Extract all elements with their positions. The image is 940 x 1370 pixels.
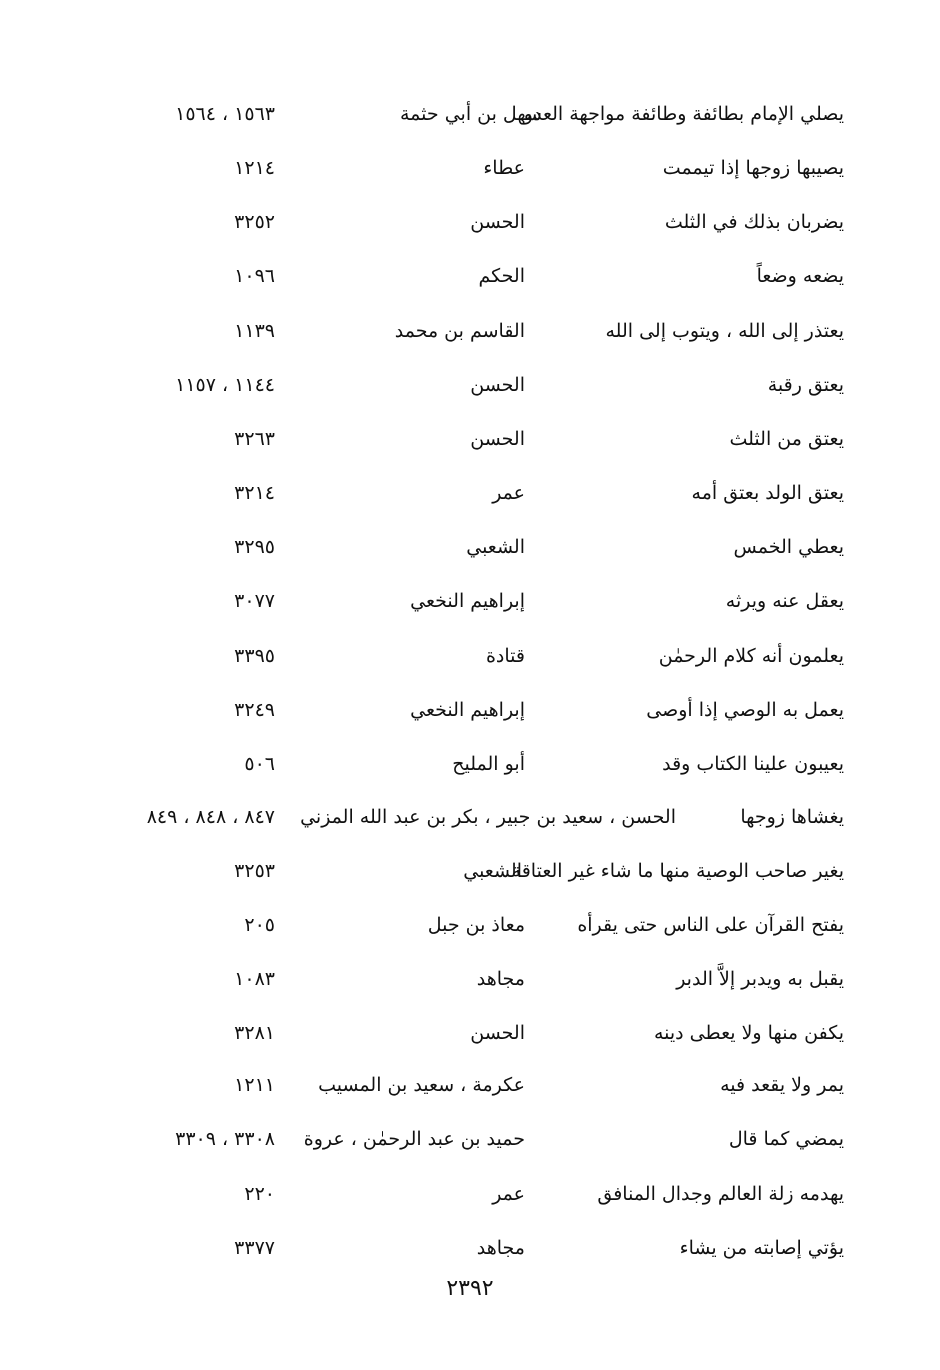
index-entry: [0, 1228, 940, 1268]
entry-narrator: الشعبي: [463, 860, 522, 882]
entry-phrase: يصيبها زوجها إذا تيممت: [662, 157, 844, 179]
index-entry: [0, 636, 940, 676]
index-entry: [0, 744, 940, 784]
index-entry: [0, 905, 940, 945]
index-entry: [0, 311, 940, 351]
entry-references: ١٢١٤: [234, 157, 275, 179]
entry-phrase: يعتذر إلى الله ، ويتوب إلى الله: [605, 320, 844, 342]
index-entry: [0, 527, 940, 567]
entry-phrase: يعلمون أنه كلام الرحمٰن: [658, 645, 844, 667]
entry-references: ٣٢١٤: [234, 482, 275, 504]
entry-references: ٣٢٥٣: [234, 860, 275, 882]
entry-phrase: يعطي الخمس: [733, 536, 844, 558]
entry-narrator: مجاهد: [476, 968, 525, 990]
entry-references: ١٢١١: [234, 1074, 275, 1096]
index-entry: [0, 419, 940, 459]
index-entry: [0, 148, 940, 188]
entry-phrase: يصلي الإمام بطائفة وطائفة مواجهة العدو: [523, 103, 844, 125]
entry-narrator: قتادة: [485, 645, 525, 667]
entry-references: ٣٣٩٥: [234, 645, 275, 667]
entry-phrase: يكفن منها ولا يعطى دينه: [653, 1022, 844, 1044]
entry-narrator: إبراهيم النخعي: [410, 699, 525, 721]
entry-references: ١١٤٤ ، ١١٥٧: [175, 374, 275, 396]
entry-narrator: الحسن: [470, 211, 525, 233]
entry-references: ٣٠٧٧: [234, 590, 275, 612]
entry-narrator: مجاهد: [476, 1237, 525, 1259]
index-entry: [0, 94, 940, 134]
index-entry: [0, 1174, 940, 1214]
entry-references: ٣٣٧٧: [234, 1237, 275, 1259]
index-entry: [0, 202, 940, 242]
entry-narrator: عمر: [492, 1183, 525, 1205]
entry-phrase: يهدمه زلة العالم وجدال المنافق: [597, 1183, 844, 1205]
index-entry: [0, 473, 940, 513]
index-entry: [0, 1119, 940, 1159]
entry-phrase: يعتق الولد بعتق أمه: [691, 482, 844, 504]
entry-narrator: معاذ بن جبل: [427, 914, 525, 936]
entry-references: ٣٢٨١: [234, 1022, 275, 1044]
entry-narrator: الحسن ، سعيد بن جبير ، بكر بن عبد الله المزني: [300, 806, 676, 828]
index-entry: [0, 797, 940, 837]
entry-phrase: يفتح القرآن على الناس حتى يقرأه: [577, 914, 844, 936]
index-entry: [0, 851, 940, 891]
entry-narrator: الحسن: [470, 374, 525, 396]
index-entry: [0, 581, 940, 621]
entry-phrase: يعتق رقبة: [767, 374, 844, 396]
entry-references: ١١٣٩: [234, 320, 275, 342]
entry-phrase: يؤتي إصابته من يشاء: [679, 1237, 844, 1259]
entry-narrator: القاسم بن محمد: [394, 320, 525, 342]
entry-narrator: سهل بن أبي حثمة: [400, 103, 542, 125]
entry-phrase: يعتق من الثلث: [729, 428, 844, 450]
entry-phrase: يمضي كما قال: [728, 1128, 844, 1150]
entry-narrator: الحسن: [470, 1022, 525, 1044]
entry-references: ٣٢٥٢: [234, 211, 275, 233]
entry-narrator: عمر: [492, 482, 525, 504]
entry-phrase: يعقل عنه ويرثه: [725, 590, 844, 612]
index-entry: [0, 1013, 940, 1053]
entry-phrase: يغشاها زوجها: [740, 806, 844, 828]
entry-phrase: يغير صاحب الوصية منها ما شاء غير العتاقة: [511, 860, 844, 882]
entry-narrator: عكرمة ، سعيد بن المسيب: [318, 1074, 525, 1096]
entry-references: ٥٠٦: [244, 753, 275, 775]
entry-phrase: يضربان بذلك في الثلث: [664, 211, 844, 233]
index-entry: [0, 690, 940, 730]
entry-references: ٣٢٤٩: [234, 699, 275, 721]
entry-references: ٨٤٧ ، ٨٤٨ ، ٨٤٩: [146, 806, 275, 828]
index-entry: [0, 365, 940, 405]
entry-references: ٣٢٩٥: [234, 536, 275, 558]
entry-references: ٣٣٠٨ ، ٣٣٠٩: [175, 1128, 275, 1150]
entry-narrator: حميد بن عبد الرحمٰن ، عروة: [303, 1128, 525, 1150]
entry-narrator: عطاء: [483, 157, 525, 179]
entry-references: ٢٢٠: [244, 1183, 275, 1205]
entry-narrator: الحكم: [478, 265, 525, 287]
index-entry: [0, 959, 940, 999]
entry-phrase: يضعه وضعاً: [756, 265, 844, 287]
entry-phrase: يمر ولا يقعد فيه: [720, 1074, 844, 1096]
entry-narrator: الشعبي: [466, 536, 525, 558]
entry-narrator: إبراهيم النخعي: [410, 590, 525, 612]
index-entry: [0, 256, 940, 296]
entry-phrase: يقبل به ويدبر إلاَّ الدبر: [676, 968, 844, 990]
index-entry: [0, 1065, 940, 1105]
entry-references: ٣٢٦٣: [234, 428, 275, 450]
page-number: ٢٣٩٢: [446, 1276, 494, 1301]
entry-phrase: يعيبون علينا الكتاب وقد: [662, 753, 844, 775]
entry-phrase: يعمل به الوصي إذا أوصى: [646, 699, 844, 721]
entry-narrator: أبو المليح: [452, 753, 525, 775]
entry-references: ١٠٨٣: [234, 968, 275, 990]
entry-narrator: الحسن: [470, 428, 525, 450]
entry-references: ١٥٦٣ ، ١٥٦٤: [175, 103, 275, 125]
entry-references: ١٠٩٦: [234, 265, 275, 287]
entry-references: ٢٠٥: [244, 914, 275, 936]
